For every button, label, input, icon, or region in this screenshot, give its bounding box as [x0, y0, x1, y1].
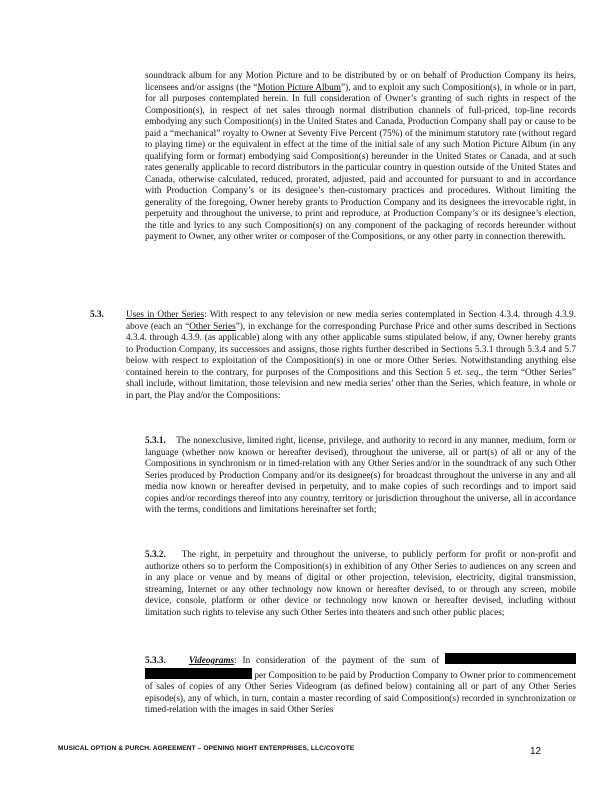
paragraph-text: ., the term “Other Series” shall include, without limitation, those television and new media series’ other than the Series, which feature, in whole or in part, the Play and/or the Compositions: — [126, 367, 576, 401]
paragraph-text: : In consideration of the payment of the sum of — [234, 656, 440, 666]
defined-term-other-series: Other Series — [189, 321, 236, 332]
paragraph-text: The nonexclusive, limited right, license, privilege, and authority to record in any manner, medium, form or language (whether now known or hereafter devised), throughout the universe, all or part(s) of all or any of the Compositions in synchronism or in timed-relation with any Other Series and/or in the soundtrack of any such Other Series produced by Production Company and/or its designee(s) for broadcast throughout the universe in any and all media now known or hereafter devised in perpetuity, and to make copies of such recordings and to import said copies and/or recordings thereof into any country, territory or jurisdiction throughout the universe, all in accordance with the terms, conditions and limitations hereinafter set forth; — [145, 436, 576, 515]
section-heading-uses-in-other-series: Uses in Other Series — [126, 310, 205, 320]
paragraph-text: ”), in exchange for the corresponding Purchase Price and other sums described in Sections 4.3.4. through 4.3.9. (as applicable) along with any other applicable sums stipulated below, if any, Owner hereby grants to Production Company, its successors and assigns, those rights further described in Sections 5.3.1 through 5.3.4 and 5.7 below with respect to exploitation of the Composition(s) in one or more Other Series. Notwithstanding anything else contained herein to the contrary, for purposes of the Compositions and this Section 5 — [126, 321, 576, 378]
section-5-3-3 — [145, 653, 576, 717]
footer-agreement-title: MUSICAL OPTION & PURCH. AGREEMENT – OPENING NIGHT ENTERPRISES, LLC/COYOTE — [58, 745, 355, 752]
section-number-5-3: 5.3. — [90, 310, 104, 320]
section-number-5-3-3: 5.3.3. — [145, 656, 166, 666]
paragraph-text: per Composition to be paid by Production Company to Owner prior to commencement of sales of copies of any Other Series Videogram (as defined below) containing all or part of any Other Series episode(s), any of which, in turn, contain a master recording of said Composition(s) recorded in synchronization or timed-relation with the images in said Other Series — [145, 670, 576, 715]
section-5-3-body — [126, 310, 576, 402]
section-number-5-3-2: 5.3.2. — [145, 550, 166, 560]
latin-et-seq: et. seq — [453, 367, 479, 378]
paragraph-text: ”), and to exploit any such Composition(s), in whole or in part, for all purposes contemplated herein. In full consideration of Owner’s granting of such rights in respect of the Composition(s), in respect of net sales through normal distribution channels of full-priced, top-line records embodying any such Composition(s) in the United States and Canada, Production Company shall pay or cause to be paid a “mechanical” royalty to Owner at Seventy Five Percent (75%) of the minimum statutory rate (without regard to playing time) or the equivalent in effect at the time of the initial sale of any such Motion Picture Album (in any qualifying form or format) embodying said Composition(s) hereunder in the United States or Canada, and at such rates generally applicable to record distributors in the particular country in question outside of the United States and Canada, otherwise calculated, reduced, prorated, adjusted, paid and accounted for pursuant to and in accordance with Production Company’s or its designee’s then-customary practices and procedures. Without limiting the generality of the foregoing, Owner hereby grants to Production Company and its designees the irrevocable right, in perpetuity and throughout the universe, to print and reproduce, at Production Company’s or its designee’s election, the title and lyrics to any such Composition(s) on any component of the packaging of records hereunder without payment to Owner, any other writer or composer of the Compositions, or any other party in connection therewith. — [145, 82, 577, 242]
page-number: 12 — [530, 746, 542, 757]
section-5-3-1 — [145, 436, 576, 517]
section-heading-videograms: Videograms — [188, 656, 235, 666]
paragraph-text: soundtrack album for any Motion Picture and to be distributed by or on behalf of Production Company its heirs, licensees and/or assigns (the “ — [145, 71, 576, 93]
section-5-3-2 — [145, 550, 576, 619]
paragraph-motion-picture-album — [145, 71, 576, 244]
defined-term-motion-picture-album: Motion Picture Album — [257, 82, 341, 93]
section-number-5-3-1: 5.3.1. — [145, 436, 166, 446]
redaction-box — [145, 668, 252, 679]
redaction-box — [445, 653, 576, 664]
paragraph-text: : With respect to any television or new media series contemplated in Section 4.3.4. through 4.3.9. above (each an “ — [126, 310, 576, 332]
paragraph-text: The right, in perpetuity and throughout the universe, to publicly perform for profit or non-profit and authorize others so to perform the Composition(s) in exhibition of any Other Series to audiences on any screen and in any place or venue and by means of digital or other projection, television, electricity, digital transmission, streaming, Internet or any other technology now known or hereafter devised, to or through any screen, mobile device, console, platform or other device or technology now known or hereafter devised, including without limitation such rights to televise any such Other Series into theaters and such other public places; — [145, 550, 577, 618]
